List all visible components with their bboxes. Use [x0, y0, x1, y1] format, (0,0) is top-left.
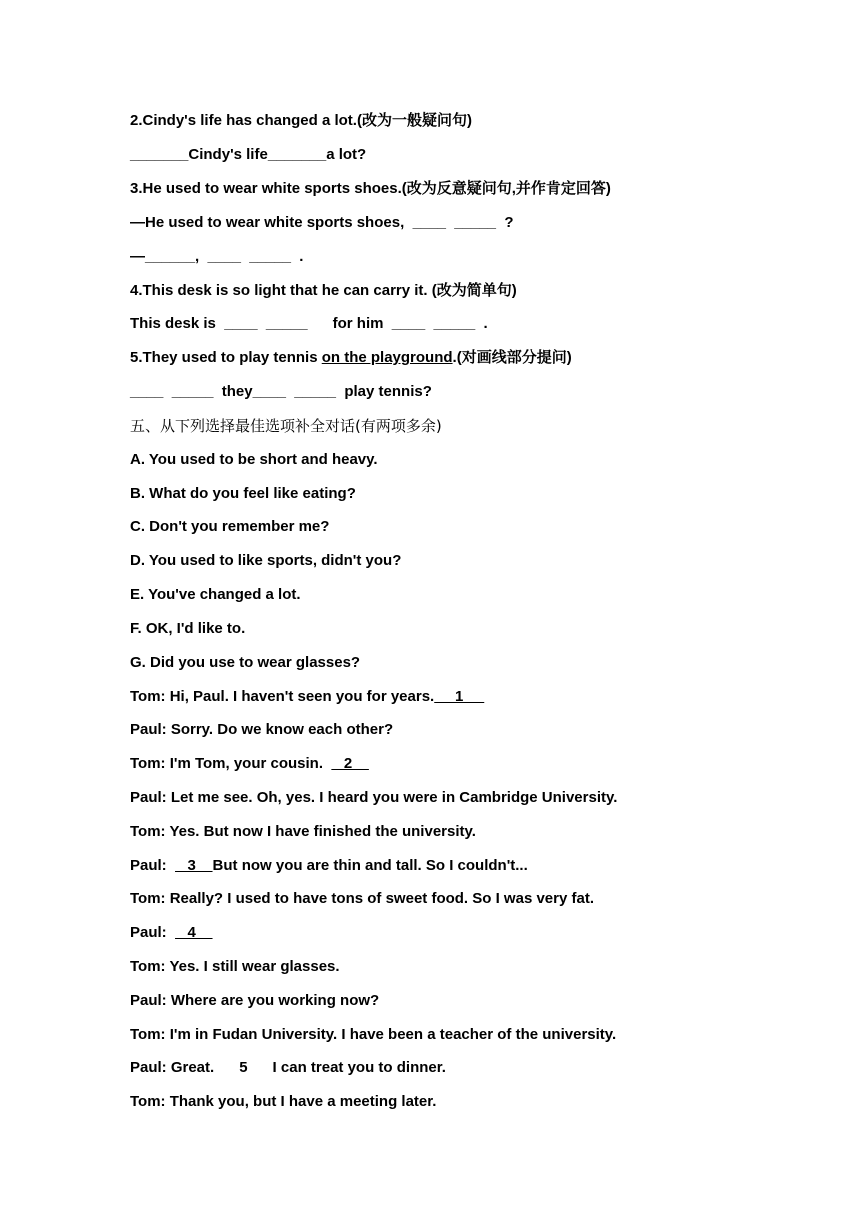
dialogue-line-7: Tom: Really? I used to have tons of sweet food. So I was very fat. [130, 890, 594, 907]
section-5-heading: 五、从下列选择最佳选项补全对话(有两项多余) [130, 417, 442, 435]
dialogue-line-6 [130, 856, 528, 876]
dialogue-line-3 [130, 754, 369, 774]
blank-2: 2 [331, 755, 369, 772]
dialogue-text: Tom: I'm Tom, your cousin. [130, 755, 332, 772]
dialogue-text-end: But now you are thin and tall. So I couldn't... [212, 857, 528, 874]
question-3-prompt: 3.He used to wear white sports shoes.(改为反意疑问句,并作肯定回答) [130, 180, 611, 197]
blank-4: 4 [175, 924, 213, 941]
option-a: A. You used to be short and heavy. [130, 451, 378, 468]
option-e: E. You've changed a lot. [130, 586, 301, 603]
blank-3: 3 [175, 857, 213, 874]
question-2-answer-line: _______Cindy's life_______a lot? [130, 146, 367, 163]
blank-1: 1 [434, 688, 485, 705]
dialogue-text: Paul: [130, 924, 176, 941]
question-4-answer-line: This desk is ____ _____ for him ____ _____ . [130, 315, 488, 332]
dialogue-line-11: Tom: I'm in Fudan University. I have been a teacher of the university. [130, 1026, 617, 1043]
question-5-prompt-start: 5.They used to play tennis [130, 349, 322, 366]
option-f: F. OK, I'd like to. [130, 620, 246, 637]
question-5-prompt-end: .(对画线部分提问) [452, 349, 572, 366]
dialogue-text: Tom: Hi, Paul. I haven't seen you for years. [130, 688, 435, 705]
dialogue-line-9: Tom: Yes. I still wear glasses. [130, 958, 340, 975]
dialogue-line-8 [130, 923, 213, 943]
question-3-answer-line-2: —______, ____ _____ . [130, 248, 304, 265]
question-5-prompt [130, 348, 572, 368]
dialogue-line-4: Paul: Let me see. Oh, yes. I heard you were in Cambridge University. [130, 789, 618, 806]
option-g: G. Did you use to wear glasses? [130, 654, 361, 671]
dialogue-line-13: Tom: Thank you, but I have a meeting later. [130, 1093, 437, 1110]
option-c: C. Don't you remember me? [130, 518, 330, 535]
dialogue-line-5: Tom: Yes. But now I have finished the university. [130, 823, 476, 840]
question-5-underlined-phrase: on the playground [321, 349, 453, 366]
dialogue-line-1 [130, 687, 484, 707]
option-d: D. You used to like sports, didn't you? [130, 552, 402, 569]
dialogue-line-12: Paul: Great. 5 I can treat you to dinner. [130, 1059, 446, 1076]
question-4-prompt: 4.This desk is so light that he can carry it. (改为简单句) [130, 282, 517, 299]
option-b: B. What do you feel like eating? [130, 485, 356, 502]
question-2-prompt: 2.Cindy's life has changed a lot.(改为一般疑问句) [130, 112, 472, 129]
question-5-answer-line: ____ _____ they____ _____ play tennis? [130, 383, 432, 400]
dialogue-line-10: Paul: Where are you working now? [130, 992, 380, 1009]
dialogue-line-2: Paul: Sorry. Do we know each other? [130, 721, 394, 738]
question-3-answer-line-1: —He used to wear white sports shoes, ____ _____ ? [130, 214, 514, 231]
dialogue-text: Paul: [130, 857, 176, 874]
